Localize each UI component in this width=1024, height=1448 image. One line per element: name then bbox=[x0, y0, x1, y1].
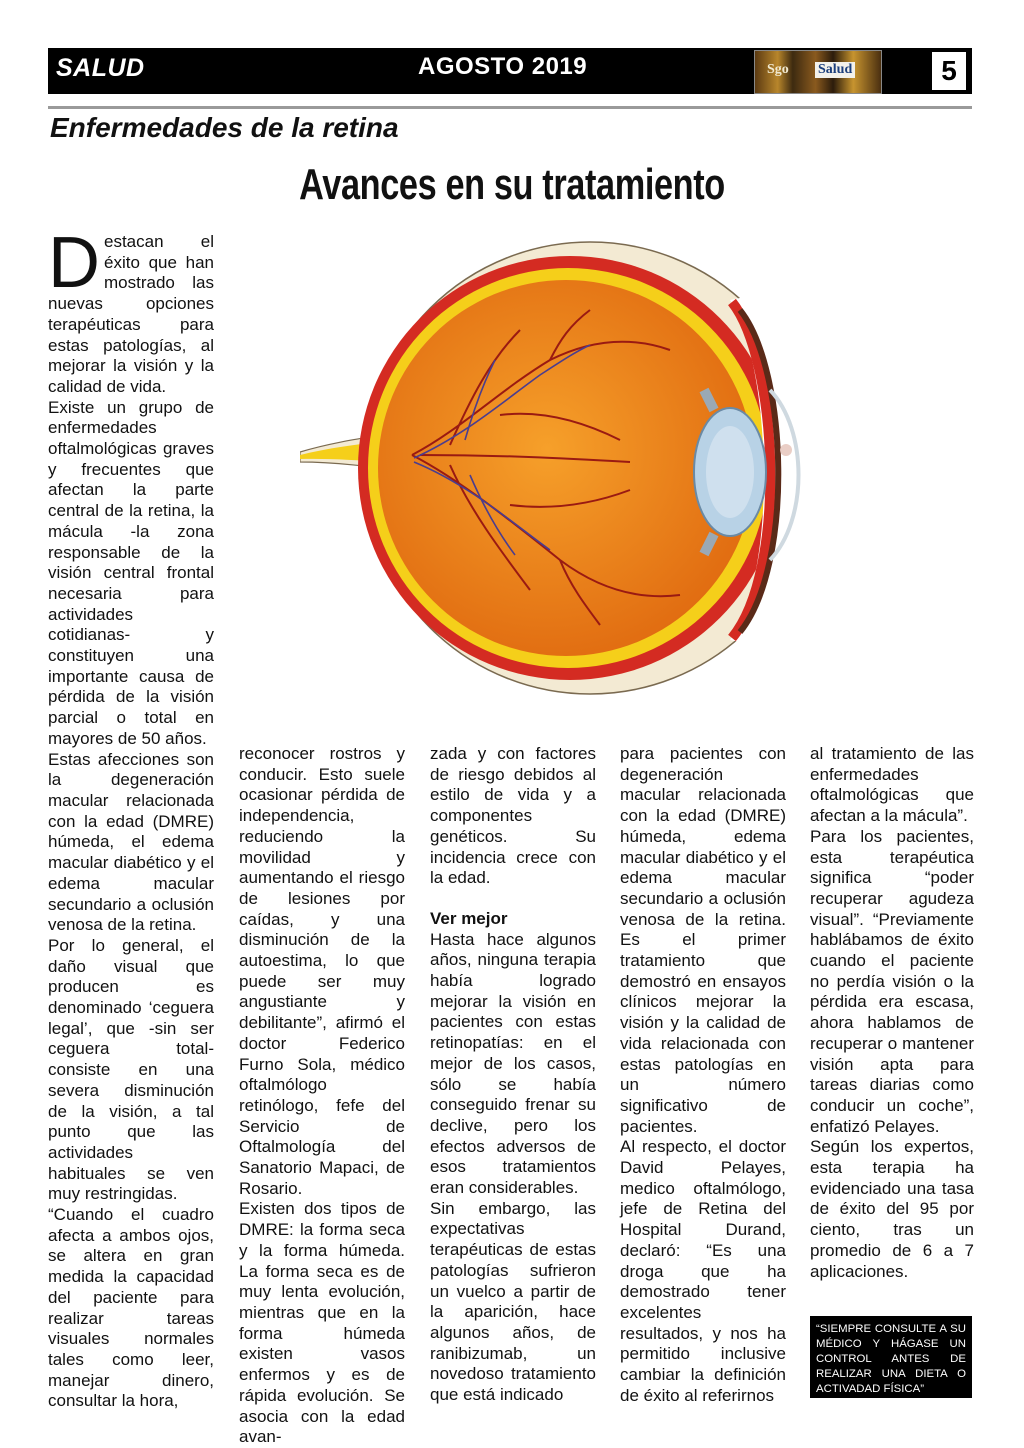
paragraph: zada y con factores de riesgo debidos al estilo de vida y a componentes genéticos. Su incidencia crece con la edad. bbox=[430, 744, 596, 888]
article-kicker: Enfermedades de la retina bbox=[50, 112, 399, 143]
paragraph: Hasta hace algunos años, ninguna terapia había logrado mejorar la visión en pacientes con estas retinopatías: en el mejor de los casos, sólo se había conseguido frenar su declive, pero los efectos adversos de esos tratamientos eran considerables. bbox=[430, 929, 596, 1198]
article-headline: Avances en su tratamiento bbox=[299, 160, 725, 209]
article-column-2 bbox=[239, 744, 405, 1448]
paragraph: al tratamiento de las enfermedades oftalmológicas que afectan a la mácula”. bbox=[810, 744, 974, 826]
paragraph: Existe un grupo de enfermedades oftalmológicas graves y frecuentes que afectan la parte central de la retina, la mácula -la zona responsable de la visión central frontal necesaria para actividades cotidianas- y constituyen una importante causa de pérdida de la visión parcial o total en mayores de 50 años. bbox=[48, 397, 214, 748]
article-column-4 bbox=[620, 744, 786, 1407]
publication-logo bbox=[754, 50, 882, 94]
header-bar bbox=[48, 48, 972, 94]
paragraph: Existen dos tipos de DMRE: la forma seca y la forma húmeda. La forma seca es de muy lenta evolución, mientras que en la forma húmeda existen vasos enfermos y es de rápida evolución. Se asocia con la edad avan- bbox=[239, 1199, 405, 1447]
drop-cap: D bbox=[48, 223, 100, 303]
paragraph: Estas afecciones son la degeneración macular relacionada con la edad (DMRE) húmeda, el edema macular diabético y el edema macular secundario a oclusión venosa de la retina. bbox=[48, 749, 214, 935]
paragraph: para pacientes con degeneración macular relacionada con la edad (DMRE) húmeda, edema macular diabético y el edema macular secundario a oclusión venosa de la retina. Es el primer tratamiento que demostró en ensayos clínicos mejorar la visión y la calidad de vida relacionada con estas patologías en un número significativo de pacientes. bbox=[620, 744, 786, 1136]
article-column-1 bbox=[48, 223, 214, 1412]
article-column-3 bbox=[430, 744, 596, 1406]
eye-anatomy-illustration bbox=[300, 240, 830, 720]
health-notice-box: “SIEMPRE CONSULTE A SU MÉDICO Y HÁGASE UN CONTROL ANTES DE REALIZAR UNA DIETA O ACTIVADAD FÍSICA” bbox=[810, 1316, 972, 1398]
section-subhead: Ver mejor bbox=[430, 908, 508, 928]
issue-date: AGOSTO 2019 bbox=[418, 53, 588, 80]
page-number: 5 bbox=[932, 52, 966, 90]
section-label: SALUD bbox=[56, 54, 145, 82]
logo-text-left: Sgo bbox=[767, 62, 789, 77]
paragraph: “Cuando el cuadro afecta a ambos ojos, se altera en gran medida la capacidad del paciente para realizar tareas visuales normales tales como leer, manejar dinero, consultar la hora, bbox=[48, 1205, 214, 1411]
paragraph: estacan el éxito que han mostrado las nuevas opciones terapéuticas para estas patologías, al mejorar la visión y la calidad de vida. bbox=[48, 232, 214, 396]
paragraph: Sin embargo, las expectativas terapéuticas de estas patologías sufrieron un vuelco a partir de la aparición, hace algunos años, de ranibizumab, un novedoso tratamiento que está indicado bbox=[430, 1198, 596, 1405]
logo-text-right: Salud bbox=[815, 62, 855, 78]
paragraph: reconocer rostros y conducir. Esto suele ocasionar pérdida de independencia, reduciendo la movilidad y aumentando el riesgo de lesiones por caídas, y una disminución de la autoestima, lo que puede ser muy angustiante y debilitante”, afirmó el doctor Federico Furno Sola, médico oftalmólogo retinólogo, fefe del Servicio de Oftalmología del Sanatorio Mapaci, de Rosario. bbox=[239, 744, 405, 1198]
article-column-5 bbox=[810, 744, 974, 1282]
paragraph: Para los pacientes, esta terapéutica significa “poder recuperar agudeza visual”. “Previamente hablábamos de éxito cuando el paciente no perdía visión o la pérdida era escasa, ahora hablamos de recuperar o mantener visión apta para tareas diarias como conducir un coche”, enfatizó Pelayes. bbox=[810, 826, 974, 1136]
paragraph: Según los expertos, esta terapia ha evidenciado una tasa de éxito del 95 por ciento, tras un promedio de 6 a 7 aplicaciones. bbox=[810, 1137, 974, 1281]
paragraph: Por lo general, el daño visual que producen es denominado ‘ceguera legal’, que -sin ser ceguera total- consiste en una severa disminución de la visión, a tal punto que las actividades habituales se ven muy restringidas. bbox=[48, 935, 214, 1204]
header-divider bbox=[48, 106, 972, 109]
paragraph: Al respecto, el doctor David Pelayes, medico oftalmólogo, jefe de Retina del Hospital Durand, declaró: “Es una droga que ha demostrado tener excelentes resultados, y nos ha permitido inclusive cambiar la definición de éxito al referirnos bbox=[620, 1137, 786, 1405]
